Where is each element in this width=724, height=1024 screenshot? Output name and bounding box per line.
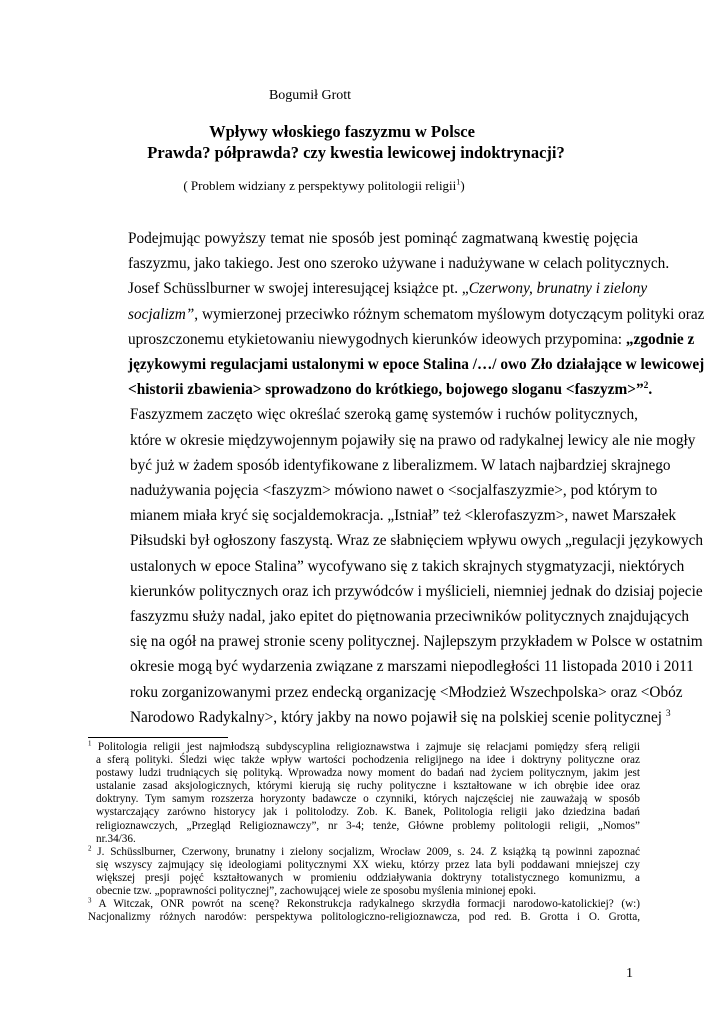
footnote-2 (88, 846, 640, 898)
paragraph-line (88, 705, 671, 730)
paragraph-line: Piłsudski był ogłoszony faszystą. Wraz ze słabnięciem wpływu owych „regulacji językowych (130, 532, 704, 550)
body-text (88, 226, 705, 730)
page-number: 1 (626, 966, 633, 981)
paragraph-line: Faszyzmem zaczęto więc określać szeroką gamę systemów i ruchów politycznych, (130, 406, 638, 424)
paragraph-line: faszyzmu służy nadal, jako epitet do piętnowania przeciwników politycznych znajdujących (130, 608, 689, 626)
paragraph-line: mianem miała kryć się socjaldemokracja. „Istniał” też <klerofaszyzm>, nawet Marszałek (130, 507, 677, 525)
footnote-line: większej presji pojęć kształtowanych w promieniu oddziaływania doktryny totalistycznego komunizmu, a (96, 871, 640, 884)
footnote-mark-1: 1 (88, 739, 92, 748)
paragraph-line: Podejmując powyższy temat nie sposób jest pominąć zagmatwaną kwestię pojęcia (128, 230, 638, 247)
footnote-line: postawy ludzi trudniących się polityką. Wprowadza nowy moment do badań nad życiem politycznym, jakim jest (96, 767, 640, 780)
footnote-line: doktryny. Tym samym rozszerza horyzonty badawcze o czynniki, których najczęściej nie zauważają w sposób (96, 793, 640, 806)
paragraph-line: się na ogół na prawej stronie sceny politycznej. Najlepszym przykładem w Polsce w ostatnim (130, 633, 703, 651)
book-title-italic: socjalizm” (128, 305, 195, 323)
footnote-line: ustalanie zasad aksjologicznych, którymi kierują się ruchy polityczne i kształtowane w ich obrębie idee oraz (96, 780, 640, 793)
title-line-1: Wpływy włoskiego faszyzmu w Polsce (209, 122, 475, 141)
footnote-line: się wszyscy zajmujący się ideologiami politycznymi XX wieku, którzy przez lata byli poddawani mniejszej czy (96, 858, 640, 871)
footnote-line: obecnie tzw. „poprawności politycznej”, zachowującej wiele ze sposobu myślenia minionej epoki. (96, 885, 537, 898)
footnote-text: Politologia religii jest najmłodszą subdyscyplina religioznawstwa i zajmuje się relacjami pomiędzy sferą religii (97, 741, 641, 753)
footnote-3 (88, 898, 640, 924)
paragraph-line (88, 302, 705, 327)
paragraph-line: które w okresie międzywojennym pojawiły się na prawo od radykalnej lewicy ale nie mogły (130, 431, 696, 449)
footnote-line: nr.34/36. (96, 832, 136, 845)
text-run: , wymierzonej przeciwko różnym schematom myślowym dotyczącym polityki oraz (194, 305, 705, 323)
paragraph-line: nadużywania pojęcia <faszyzm> mówiono nawet o <socjalfaszyzmie>, pod którym to (130, 482, 658, 500)
paragraph-line: okresie mogą być wydarzenia związane z marszami niepodległości 11 listopada 2010 i 2011 (130, 658, 694, 676)
paragraph-line (88, 327, 695, 352)
paragraph-line: ustalonych w epoce Stalina” wycofywano się z takich skrajnych stygmatyzacji, niektórych (130, 557, 685, 575)
subtitle (0, 178, 648, 194)
footnote-ref-2[interactable]: 2 (643, 381, 649, 392)
text-run: Narodowo Radykalny>, który jakby na nowo pojawił się na polskiej scenie politycznej (130, 708, 662, 726)
paragraph-line: być już w żadem sposób identyfikowane z liberalizmem. W latach najbardziej skrajnego (130, 456, 671, 474)
title-line-2: Prawda? półprawda? czy kwestia lewicowej indoktrynacji? (147, 143, 565, 162)
footnote-line (88, 898, 640, 911)
footnote-line: religioznawczych, „Przegląd Religioznawczy”, nr 3-4; tenże, Główne problemy politologii religii, „Nomos” (96, 819, 640, 832)
footnote-text: J. Schüsslburner, Czerwony, brunatny i zielony socjalizm, Wrocław 2009, s. 24. Z książką tą powinni zapoznać (97, 845, 640, 858)
footnote-1 (88, 741, 640, 846)
footnote-separator (88, 737, 228, 738)
footnote-ref-3[interactable]: 3 (665, 708, 671, 719)
paragraph-line: kierunków politycznych oraz ich przywódców i myślicieli, niemniej jednak do dzisiaj pojecie (130, 582, 703, 600)
footnote-line: a sferą polityki. Śledzi więc także wpływ wartości pochodzenia religijnego na idee i doktryny polityczne oraz (96, 754, 640, 767)
quote-bold-line (88, 377, 653, 402)
quote-bold: „zgodnie z (625, 330, 695, 348)
footnotes (88, 741, 640, 924)
paragraph-line: faszyzmu, jako takiego. Jest ono szeroko używane i nadużywane w celach politycznych. (128, 255, 670, 273)
author-name: Bogumił Grott (268, 88, 352, 103)
footnote-mark-3: 3 (88, 896, 92, 905)
quote-bold-line: językowymi regulacjami ustalonymi w epoce Stalina /…/ owo Zło działające w lewicowej (128, 356, 705, 374)
paragraph-line: roku zorganizowanymi przez endecką organizację <Młodzież Wszechpolska> oraz <Obóz (130, 683, 683, 701)
text-run: . (648, 381, 653, 399)
paragraph-2 (88, 402, 704, 730)
footnote-text: A Witczak, ONR powrót na scenę? Rekonstrukcja radykalnego skrzydła formacji narodowo-katolickiej? (w:) (98, 898, 640, 911)
paragraph-line (88, 276, 648, 301)
text-run: Josef Schüsslburner w swojej interesującej książce pt. „ (128, 280, 469, 298)
subtitle-close: ) (460, 178, 465, 193)
paragraph-1 (88, 226, 705, 402)
book-title-italic: Czerwony, brunatny i zielony (468, 280, 648, 298)
text-run: <historii zbawienia> sprowadzono do krótkiego, bojowego sloganu <faszyzm>” (128, 381, 644, 399)
footnote-line: Nacjonalizmy różnych narodów: perspektywa politologiczno-religioznawcza, pod red. B. Grotta i O. Grotta, (88, 911, 640, 924)
footnote-line: wystarczający zarówno historycy jak i politolodzy. Zob. K. Banek, Politologia religii jako dziedzina badań (96, 806, 640, 819)
footnote-line (88, 846, 640, 859)
footnote-mark-2: 2 (88, 844, 92, 853)
text-run: uproszczonemu etykietowaniu niewygodnych kierunków ideowych przypomina: (128, 330, 626, 348)
footnote-ref-1[interactable]: 1 (456, 177, 461, 187)
footnote-line (88, 741, 640, 754)
subtitle-text: ( Problem widziany z perspektywy politologii religii (183, 178, 457, 193)
